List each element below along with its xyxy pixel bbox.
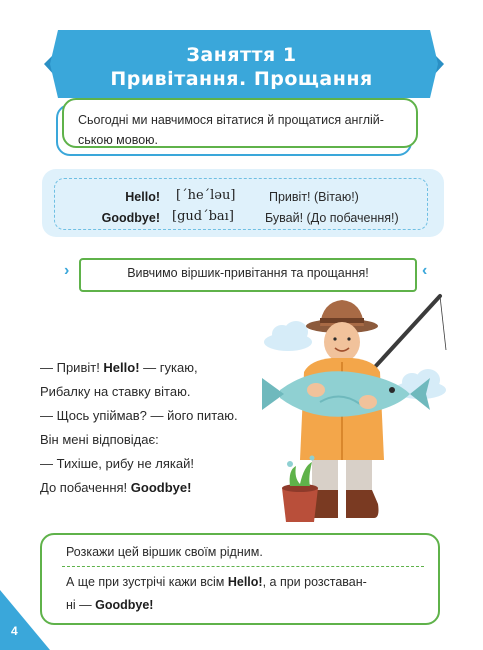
homework-line-2 [66, 575, 367, 589]
poem-line-3: — Щось упіймав? — його питаю. [40, 408, 238, 423]
vocab-word-goodbye: Goodbye! [101, 211, 160, 225]
intro-line-2: ською мовою. [78, 133, 159, 147]
dashed-divider [62, 566, 424, 567]
poem-line-4: Він мені відповідає: [40, 432, 159, 447]
lesson-title: Заняття 1 [186, 44, 297, 66]
vocab-transcription-hello: [ˊheˊləu] [176, 188, 236, 203]
poem-line-1-start: — Привіт! [40, 360, 104, 375]
poem-line-1 [40, 360, 198, 375]
poem-line-6 [40, 480, 191, 495]
intro-line-1: Сьогодні ми навчимося вітатися й прощатися англій- [78, 113, 384, 127]
page-corner [0, 590, 50, 650]
homework-line-3 [66, 598, 153, 612]
lesson-topic: Привітання. Прощання [110, 68, 373, 90]
homework-goodbye: Goodbye! [95, 598, 154, 612]
chevron-left-icon: › [64, 262, 70, 279]
vocab-translation-hello: Привіт! (Вітаю!) [269, 190, 359, 204]
task-text: Вивчимо віршик-привітання та прощання! [127, 266, 369, 280]
poem-line-2: Рибалку на ставку вітаю. [40, 384, 191, 399]
poem-line-1-end: — гукаю, [139, 360, 198, 375]
homework-line-2-end: , а при розставан- [262, 575, 367, 589]
vocab-word-hello: Hello! [125, 190, 160, 204]
fisherman-illustration [260, 290, 450, 525]
poem-line-5: — Тихіше, рибу не лякай! [40, 456, 195, 471]
intro-text [78, 110, 412, 150]
homework-hello: Hello! [227, 575, 263, 589]
vocab-translation-goodbye: Бувай! (До побачення!) [265, 211, 399, 225]
homework-line-3-start: ні — [66, 598, 96, 612]
homework-line-2-start: А ще при зустрічі кажи всім [66, 575, 228, 589]
vocab-transcription-goodbye: [gudˊbaı] [172, 209, 234, 224]
page-number: 4 [11, 624, 18, 638]
poem-goodbye: Goodbye! [130, 480, 192, 495]
homework-line-1: Розкажи цей віршик своїм рідним. [66, 545, 263, 559]
poem-hello: Hello! [103, 360, 140, 375]
chevron-right-icon: ‹ [422, 262, 428, 279]
poem-line-6-start: До побачення! [40, 480, 131, 495]
